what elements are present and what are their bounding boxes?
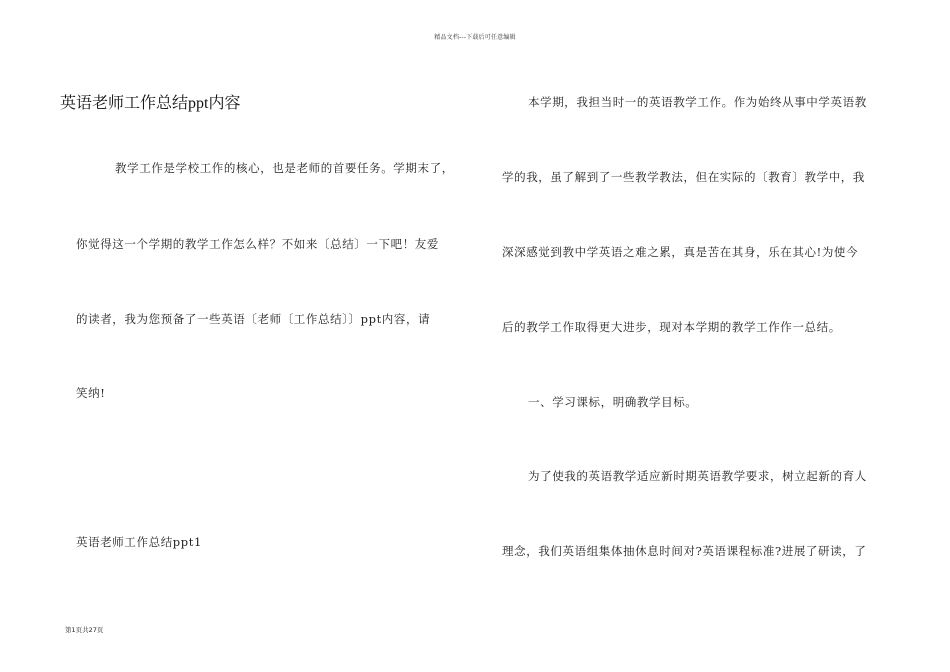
right-paragraph-line: 本学期，我担当时一的英语教学工作。作为始终从事中学英语教 (528, 95, 867, 109)
document-title: 英语老师工作总结ppt内容 (60, 95, 241, 112)
left-paragraph-line: 你觉得这一个学期的教学工作怎么样？不如来〔总结〕一下吧！友爱 (76, 237, 439, 251)
page-number: 第1页共27页 (65, 626, 104, 634)
right-paragraph-line: 学的我，虽了解到了一些教学教法，但在实际的〔教育〕教学中，我 (502, 170, 865, 184)
section-heading: 英语老师工作总结ppt1 (76, 535, 202, 549)
left-paragraph-line: 笑纳! (76, 386, 106, 400)
right-paragraph-line: 后的教学工作取得更大进步，现对本学期的教学工作作一总结。 (502, 320, 841, 334)
left-paragraph-line: 的读者，我为您预备了一些英语〔老师〔工作总结〕〕ppt内容，请 (76, 312, 431, 326)
right-paragraph-line: 深深感觉到教中学英语之难之累，真是苦在其身，乐在其心!为使今 (502, 245, 859, 259)
section-heading: 一、学习课标，明确教学目标。 (528, 395, 698, 409)
right-paragraph-line: 理念，我们英语组集体抽休息时间对?英语课程标准?进展了研读，了 (502, 544, 867, 558)
right-paragraph-line: 为了使我的英语教学适应新时期英语教学要求，树立起新的育人 (528, 469, 867, 483)
left-paragraph-line: 教学工作是学校工作的核心，也是老师的首要任务。学期末了， (115, 161, 454, 175)
header-note: 精品文档---下载后可任意编辑 (434, 34, 516, 41)
